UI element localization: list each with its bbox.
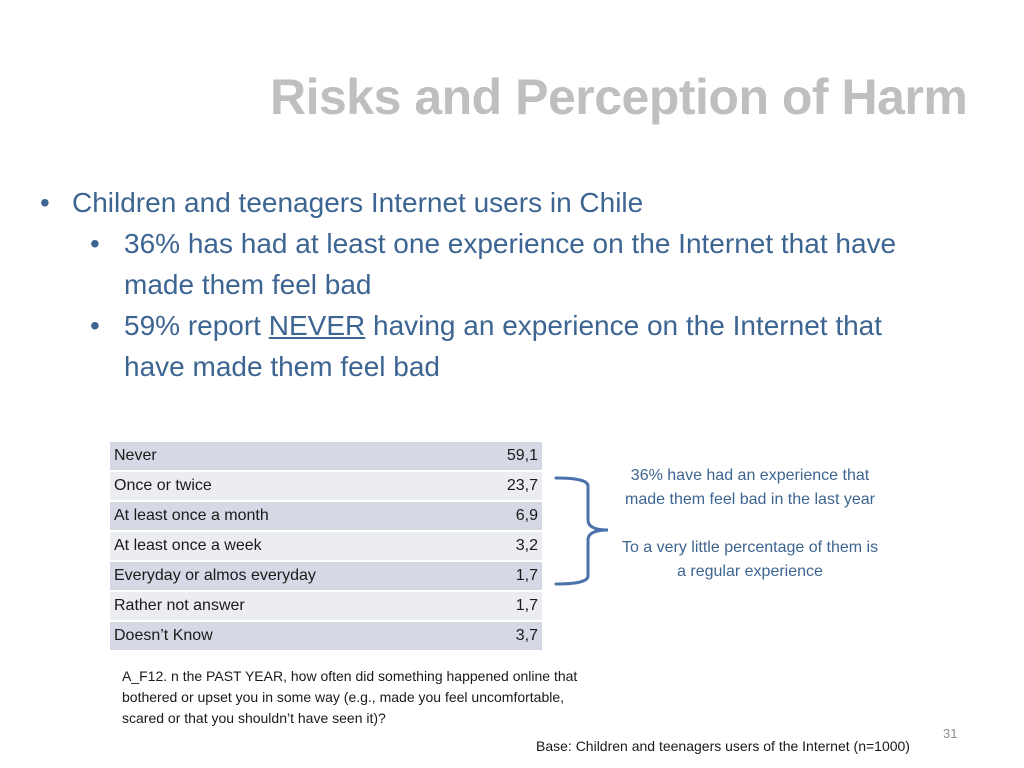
table-row <box>110 591 542 621</box>
bullet-marker: • <box>40 187 50 218</box>
callout-line-2: To a very little percentage of them is a regular experience <box>621 539 879 580</box>
row-value: 1,7 <box>464 561 542 591</box>
row-value: 6,9 <box>464 501 542 531</box>
bullet-sub-1 <box>40 223 940 305</box>
table-row <box>110 531 542 561</box>
table-row <box>110 501 542 531</box>
table-row <box>110 561 542 591</box>
base-note: Base: Children and teenagers users of the Internet (n=1000) <box>536 738 910 754</box>
table-row <box>110 621 542 651</box>
bullet-sub-2-never: NEVER <box>268 310 366 341</box>
frequency-table <box>110 442 542 652</box>
bullet-sub-2-pre: 59% report <box>124 310 269 341</box>
row-label: At least once a week <box>110 531 464 561</box>
bullet-main <box>40 182 940 223</box>
row-label: Never <box>110 442 464 471</box>
row-label: Everyday or almos everyday <box>110 561 464 591</box>
bullet-marker: • <box>90 310 100 341</box>
bullet-marker: • <box>90 228 100 259</box>
row-label: Doesn’t Know <box>110 621 464 651</box>
row-label: Once or twice <box>110 471 464 501</box>
row-label: Rather not answer <box>110 591 464 621</box>
bullet-main-text: Children and teenagers Internet users in Chile <box>72 187 644 218</box>
bullet-list <box>40 182 940 387</box>
row-label: At least once a month <box>110 501 464 531</box>
slide-title: Risks and Perception of Harm <box>270 69 968 125</box>
bullet-sub-2 <box>40 305 940 387</box>
question-note: A_F12. n the PAST YEAR, how often did something happened online that bothered or upset you in some way (e.g., made you feel uncomfortable, scared or that you shouldn’t have seen it)? <box>122 668 578 726</box>
bullet-sub-2-post: having an experience on the Internet that have made them feel bad <box>124 310 883 382</box>
callout-line-1: 36% have had an experience that made them feel bad in the last year <box>625 467 875 508</box>
page-number: 31 <box>943 726 958 741</box>
callout-box <box>620 464 880 584</box>
row-value: 59,1 <box>464 442 542 471</box>
row-value: 1,7 <box>464 591 542 621</box>
table-row <box>110 442 542 471</box>
row-value: 3,7 <box>464 621 542 651</box>
right-brace-icon <box>550 472 610 590</box>
table-row <box>110 471 542 501</box>
row-value: 3,2 <box>464 531 542 561</box>
row-value: 23,7 <box>464 471 542 501</box>
bullet-sub-1-text: 36% has had at least one experience on the Internet that have made them feel bad <box>124 228 897 300</box>
